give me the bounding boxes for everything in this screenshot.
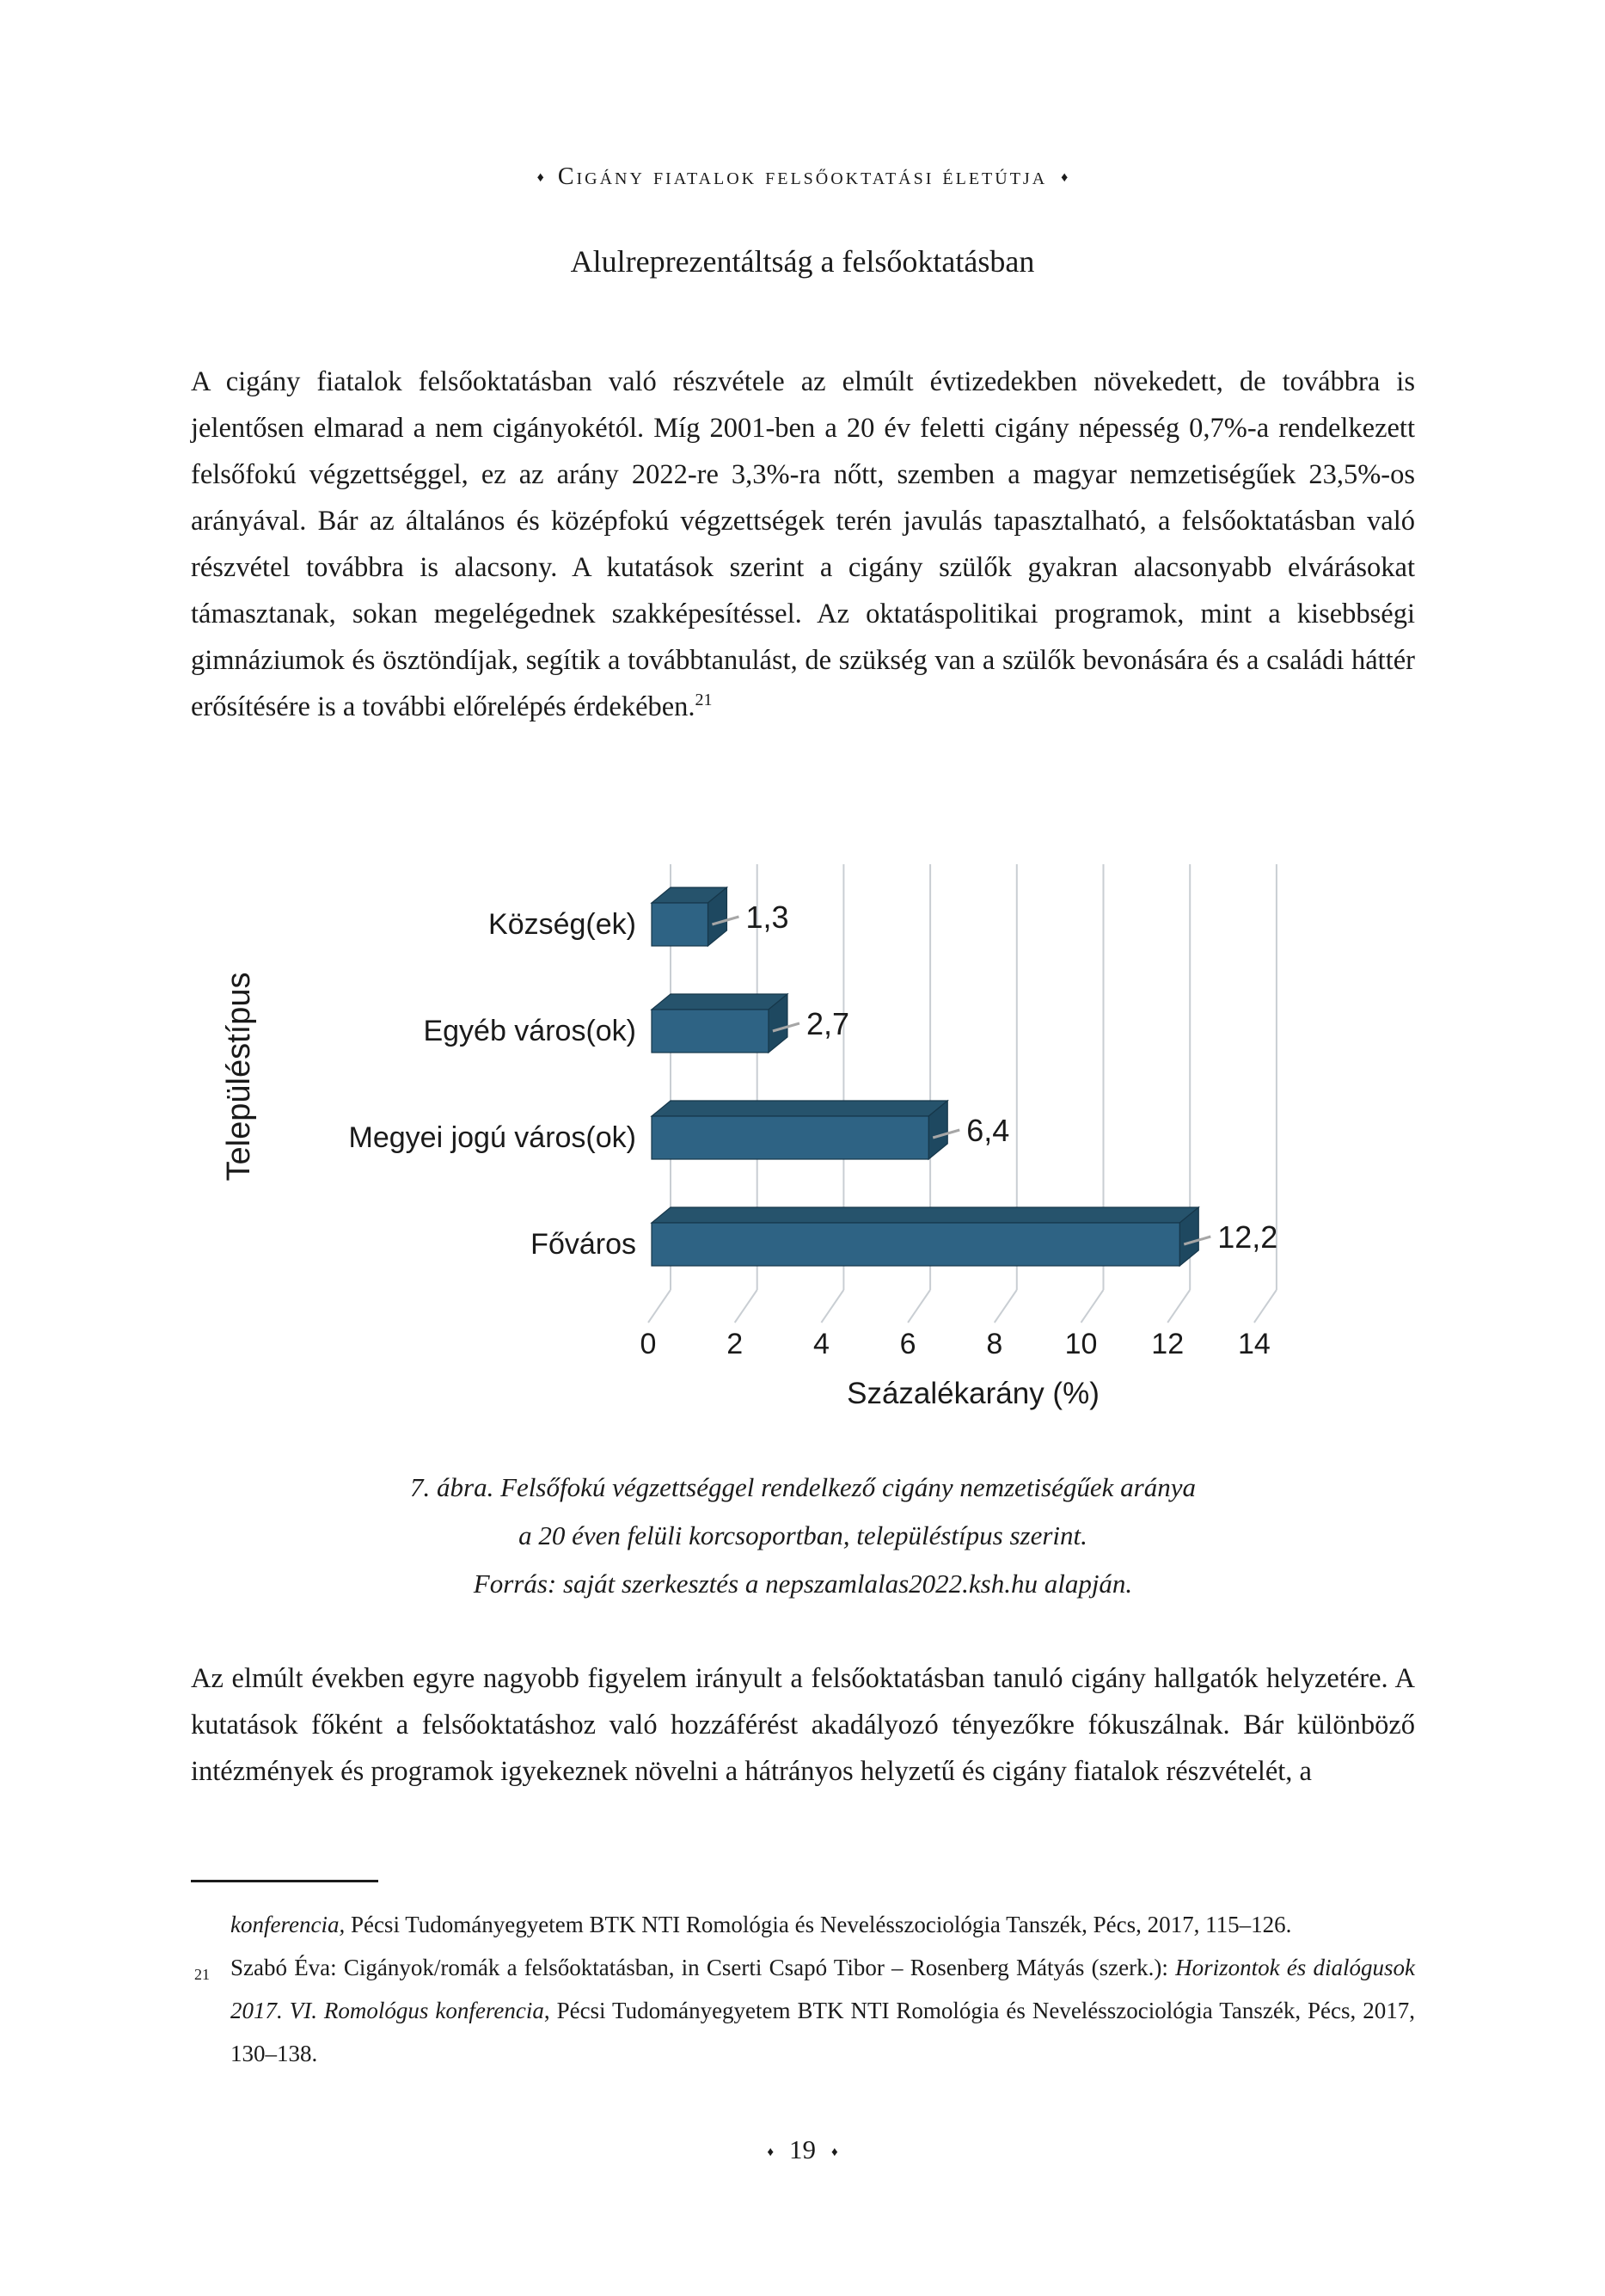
chart-floor-line [1167,1290,1190,1323]
chart-bar [652,1116,928,1159]
footnote-reference-21: 21 [695,691,713,710]
chart-bar-top-face [652,1207,1198,1223]
diamond-ornament-right: ♦ [1061,170,1069,185]
figure-caption-source: Forrás: saját szerkesztés a nepszamlalas2022.ksh.hu alapján. [473,1569,1133,1599]
chart-x-axis-title: Százalékarány (%) [847,1377,1100,1410]
chart-bar-top-face [652,1101,947,1116]
footnote-20-italic-lead: konferencia, [230,1912,346,1937]
chart-category-label: Megyei jogú város(ok) [348,1121,636,1154]
chart-bar [652,1010,769,1053]
chart-x-tick-label: 6 [899,1328,916,1360]
chart-bar-value-label: 2,7 [806,1006,849,1041]
footnote-21-text-after: , Pécsi Tudományegyetem BTK NTI Romológia és Nevelésszociológia Tanszék, Pécs, 2017, 130–138. [230,1998,1415,2066]
chart-bar-value-label: 6,4 [966,1113,1010,1148]
running-header-text: Cigány fiatalok felsőoktatási életútja [557,163,1048,190]
footnote-21-italic-title: Horizontok és dialógusok 2017. VI. Romológus konferencia [230,1955,1415,2023]
chart-floor-line [648,1290,671,1323]
chart-category-label: Főváros [530,1228,636,1261]
chart-x-tick-label: 2 [726,1328,744,1360]
figure-caption-line-2: a 20 éven felüli korcsoportban, településtípus szerint. [518,1520,1087,1550]
chart-bar [652,903,708,946]
chart-category-label: Község(ek) [488,908,636,941]
page-number [0,2134,1605,2165]
chart-floor-line [1081,1290,1104,1323]
chart-x-tick-label: 4 [812,1328,830,1360]
bar-chart-svg [120,817,1479,1445]
footnote-separator-rule [191,1880,378,1882]
paragraph-1 [191,359,1415,730]
chart-bar-value-label: 12,2 [1217,1219,1278,1255]
paragraph-1-text: A cigány fiatalok felsőoktatásban való részvétele az elmúlt évtizedekben növekedett, de továbbra is jelentősen elmarad a nem cigányokétól. Míg 2001-ben a 20 év feletti cigány népesség 0,7%-a rendelkezett felsőfokú végzettséggel, ez az arány 2022-re 3,3%-ra nőtt, szemben a magyar nemzetiségűek 23,5%-os arányával. Bár az általános és középfokú végzettségek terén javulás tapasztalható, a felsőoktatásban való részvétel továbbra is alacsony. A kutatások szerint a cigány szülők gyakran alacsonyabb elvárásokat támasztanak, sokan megelégednek szakképesítéssel. Az oktatáspolitikai programok, mint a kisebbségi gimnáziumok és ösztöndíjak, segítik a továbbtanulást, de szükség van a szülők bevonására és a családi háttér erősítésére is a további előrelépés érdekében. [191,366,1415,722]
chart-floor-line [908,1290,930,1323]
running-header [0,163,1605,191]
chart-bar-value-label: 1,3 [745,899,789,935]
page-number-diamond-right: ♦ [831,2146,838,2159]
chart-x-tick-label: 12 [1151,1328,1185,1360]
chart-x-tick-label: 8 [986,1328,1003,1360]
figure-caption [191,1464,1415,1608]
chart-x-tick-label: 0 [640,1328,657,1360]
chart-floor-line [735,1290,757,1323]
footnotes [191,1903,1415,2075]
chart-floor-line [821,1290,843,1323]
page-number-diamond-left: ♦ [767,2146,774,2159]
chart-category-label: Egyéb város(ok) [423,1015,636,1047]
chart-floor-line [1254,1290,1277,1323]
footnote-20-continuation [191,1903,1415,1946]
figure-caption-line-1: 7. ábra. Felsőfokú végzettséggel rendelkező cigány nemzetiségűek aránya [410,1472,1196,1502]
paragraph-2: Az elmúlt években egyre nagyobb figyelem irányult a felsőoktatásban tanuló cigány hallgatók helyzetére. A kutatások főként a felsőoktatáshoz való hozzáférést akadályozó tényezőkre fókuszálnak. Bár különböző intézmények és programok igyekeznek növelni a hátrányos helyzetű és cigány fiatalok részvételét, a [191,1663,1415,1787]
chart-floor-line [995,1290,1017,1323]
chart-bar [652,1223,1179,1266]
section-title: Alulreprezentáltság a felsőoktatásban [570,244,1035,279]
diamond-ornament-left: ♦ [536,170,544,185]
footnote-21 [191,1946,1415,2075]
figure-7-chart [120,817,1479,1445]
chart-y-axis-title: Településtípus [221,972,257,1182]
chart-x-tick-label: 14 [1237,1328,1271,1360]
footnote-20-text: Pécsi Tudományegyetem BTK NTI Romológia és Nevelésszociológia Tanszék, Pécs, 2017, 115–126. [350,1912,1292,1937]
page-number-value: 19 [789,2134,816,2164]
footnote-21-marker: 21 [194,1966,210,1983]
chart-x-tick-label: 10 [1064,1328,1098,1360]
chart-bar-top-face [652,994,787,1010]
footnote-21-text-before: Szabó Éva: Cigányok/romák a felsőoktatásban, in Cserti Csapó Tibor – Rosenberg Mátyás (szerk.): [230,1955,1168,1980]
